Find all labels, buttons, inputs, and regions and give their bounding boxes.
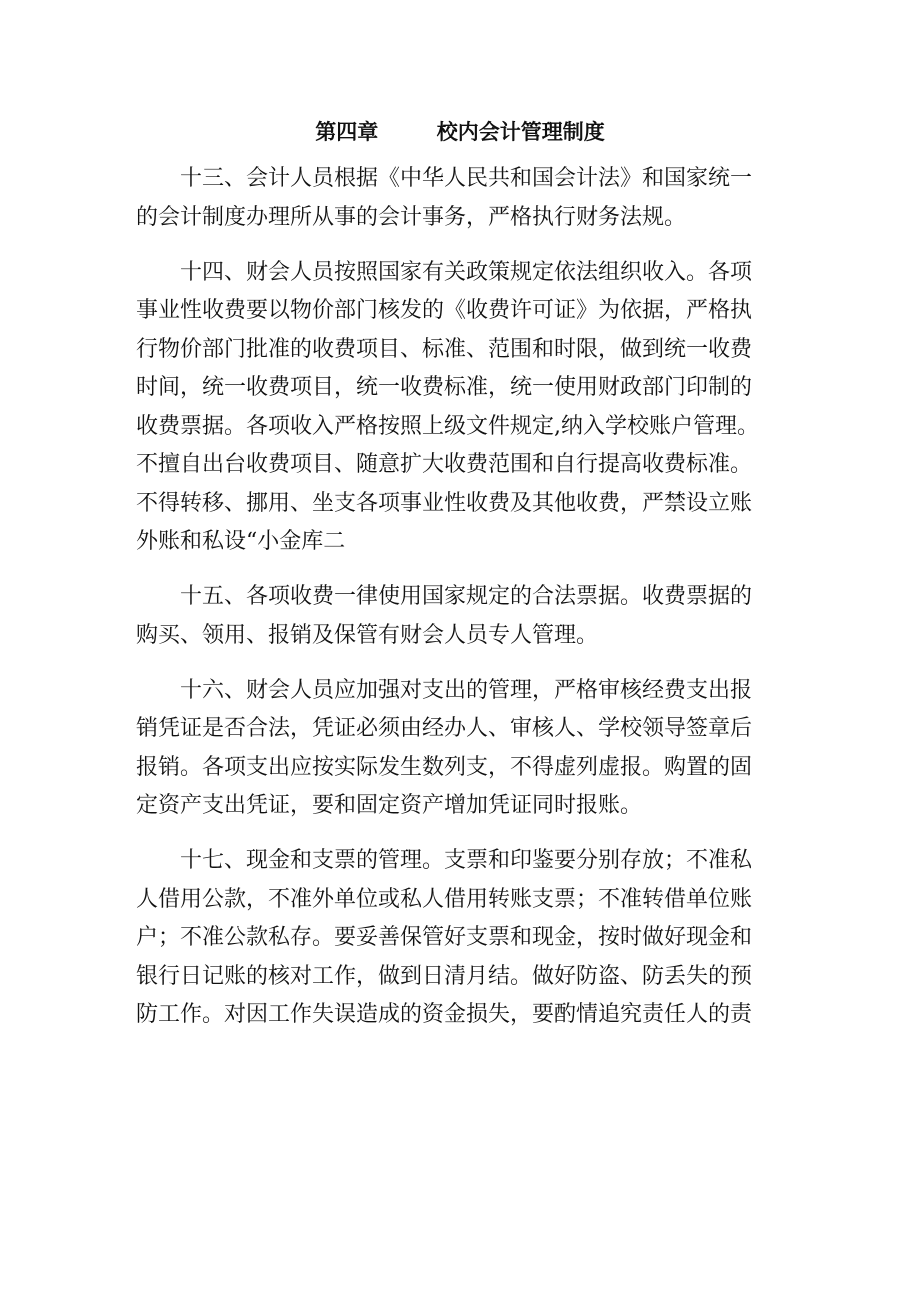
paragraph-14 [136,254,806,562]
paragraph-17 [136,842,806,1035]
paragraph-line: 防工作。对因工作失误造成的资金损失，要酌情追究责任人的责 [136,1002,753,1027]
paragraph-line: 户；不准公款私存。要妥善保管好支票和现金，按时做好现金和 [136,925,753,950]
paragraph-line: 的会计制度办理所从事的会计事务，严格执行财务法规。 [136,204,687,230]
paragraph-line: 行物价部门批准的收费项目、标准、范围和时限，做到统一收费 [136,336,753,362]
paragraph-line: 不得转移、挪用、坐支各项事业性收费及其他收费，严禁设立账 [136,490,753,516]
chapter-title [0,116,920,148]
paragraph-line: 销凭证是否合法，凭证必须由经办人、审核人、学校领导签章后 [136,716,753,741]
paragraph-16 [136,672,806,826]
paragraph-line: 银行日记账的核对工作，做到日清月结。做好防盗、防丢失的预 [136,963,753,989]
paragraph-line: 收费票据。各项收入严格按照上级文件规定,纳入学校账户管理。 [136,413,759,439]
chapter-number: 第四章 [315,120,379,144]
paragraph-line: 外账和私设“小金库二 [136,529,346,554]
paragraph-line: 事业性收费要以物价部门核发的《收费许可证》为依据，严格执 [136,298,753,323]
paragraph-line: 十三、会计人员根据《中华人民共和国会计法》和国家统一 [180,166,753,191]
paragraph-line: 十六、财会人员应加强对支出的管理，严格审核经费支出报 [180,677,753,703]
paragraph-line: 购买、领用、报销及保管有财会人员专人管理。 [136,622,599,648]
chapter-name: 校内会计管理制度 [436,120,605,144]
paragraph-13 [136,160,806,237]
paragraph-line: 报销。各项支出应按实际发生数列支，不得虚列虚报。购置的固 [136,754,753,780]
paragraph-15 [136,578,806,655]
paragraph-line: 定资产支出凭证，要和固定资产增加凭证同时报账。 [136,793,643,818]
paragraph-line: 十四、财会人员按照国家有关政策规定依法组织收入。各项 [180,259,753,285]
paragraph-line: 十五、各项收费一律使用国家规定的合法票据。收费票据的 [180,584,753,609]
paragraph-line: 十七、现金和支票的管理。支票和印鉴要分别存放；不准私 [180,848,753,873]
paragraph-line: 不擅自出台收费项目、随意扩大收费范围和自行提高收费标准。 [136,452,753,477]
paragraph-line: 时间，统一收费项目，统一收费标准，统一使用财政部门印制的 [136,375,753,400]
paragraph-line: 人借用公款，不准外单位或私人借用转账支票；不准转借单位账 [136,886,753,912]
document-body [136,160,806,1051]
